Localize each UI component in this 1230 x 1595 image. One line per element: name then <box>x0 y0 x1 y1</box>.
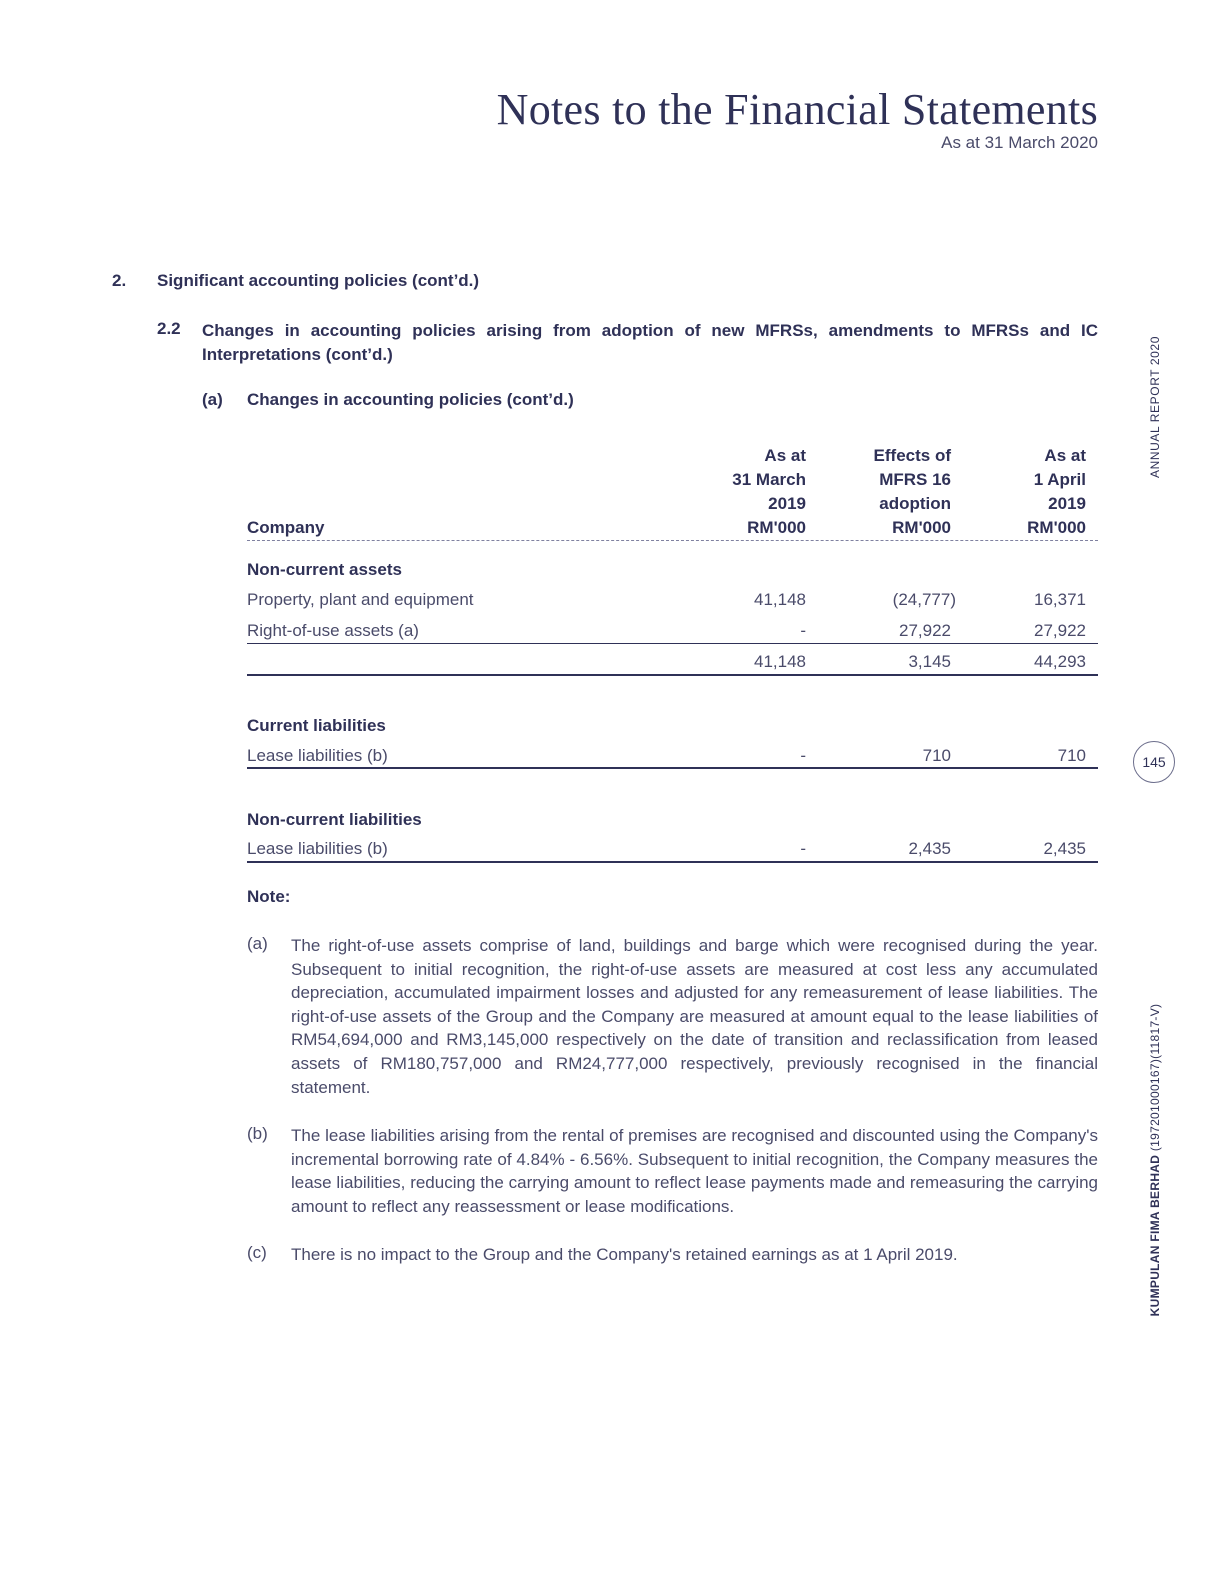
note-index-c: (c) <box>247 1243 267 1262</box>
column-header-as-at-1-april: As at 1 April 2019 RM'000 <box>1027 446 1086 537</box>
cell-ppe-effect: (24,777) <box>892 590 956 609</box>
row-label-lease-noncurrent: Lease liabilities (b) <box>247 839 388 858</box>
page-subtitle: As at 31 March 2020 <box>941 133 1098 152</box>
row-label-rou: Right-of-use assets (a) <box>247 621 419 640</box>
company-label: Company <box>247 518 325 537</box>
cell-rou-2019: - <box>800 621 806 640</box>
row-label-ppe: Property, plant and equipment <box>247 590 474 609</box>
item-number: (a) <box>202 390 223 409</box>
cell-ppe-2019: 41,148 <box>754 590 806 609</box>
note-index-a: (a) <box>247 934 268 953</box>
note-text-b: The lease liabilities arising from the rental of premises are recognised and discounted using the Company's incremental borrowing rate of 4.84% - 6.56%. Subsequent to initial recognition, the Company measures the lease liabilities, reducing the carrying amount to reflect lease payments made and remeasuring the carrying amount to reflect any reassessment or lease modifications. <box>291 1126 1098 1216</box>
column-header-effects-mfrs16: Effects of MFRS 16 adoption RM'000 <box>873 446 951 537</box>
item-title: Changes in accounting policies (cont’d.) <box>247 390 574 409</box>
cell-total-april: 44,293 <box>1034 652 1086 671</box>
note-label: Note: <box>247 887 291 906</box>
non-current-assets-heading: Non-current assets <box>247 560 402 579</box>
cell-rou-effect: 27,922 <box>899 621 951 640</box>
note-index-b: (b) <box>247 1124 268 1143</box>
row-label-lease-current: Lease liabilities (b) <box>247 746 388 765</box>
cell-lease-noncurrent-effect: 2,435 <box>908 839 951 858</box>
column-header-as-at-31-march: As at 31 March 2019 RM'000 <box>732 446 806 537</box>
cell-total-effect: 3,145 <box>908 652 951 671</box>
current-liabilities-heading: Current liabilities <box>247 716 386 735</box>
cell-lease-current-april: 710 <box>1057 746 1086 765</box>
current-liabilities-divider <box>247 767 1098 769</box>
cell-total-2019: 41,148 <box>754 652 806 671</box>
company-footer <box>1148 1004 1162 1317</box>
cell-lease-current-2019: - <box>800 746 806 765</box>
cell-lease-noncurrent-2019: - <box>800 839 806 858</box>
page-number: 145 <box>1133 741 1175 783</box>
cell-rou-april: 27,922 <box>1034 621 1086 640</box>
header-divider <box>247 540 1098 541</box>
note-text-a: The right-of-use assets comprise of land, buildings and barge which were recognised during the year. Subsequent to initial recognition, the right-of-use assets are measured at cost less any accumulated depreciation, accumulated impairment losses and adjusted for any remeasurement of lease liabilities. The right-of-use assets of the Group and the Company are measured at amount equal to the lease liabilities of RM54,694,000 and RM3,145,000 respectively on the date of transition and reclassification from leased assets of RM180,757,000 and RM24,777,000 respectively, previously recognised in the financial statement. <box>291 936 1098 1097</box>
non-current-liabilities-divider <box>247 861 1098 863</box>
section-number: 2. <box>112 271 127 290</box>
page-title: Notes to the Financial Statements <box>496 85 1098 134</box>
subsection-title: Changes in accounting policies arising from adoption of new MFRSs, amendments to MFRSs and IC Interpretations (cont’d.) <box>202 321 1098 364</box>
subsection-number: 2.2 <box>157 319 181 338</box>
company-registration: (197201000167)(11817-V) <box>1148 1003 1162 1152</box>
company-name: KUMPULAN FIMA BERHAD <box>1148 1154 1162 1317</box>
cell-lease-current-effect: 710 <box>922 746 951 765</box>
transition-table <box>247 0 1098 870</box>
section-title: Significant accounting policies (cont’d.) <box>157 271 480 290</box>
non-current-liabilities-heading: Non-current liabilities <box>247 810 422 829</box>
annual-report-label: ANNUAL REPORT 2020 <box>1148 336 1162 478</box>
cell-lease-noncurrent-april: 2,435 <box>1043 839 1086 858</box>
total-divider <box>247 674 1098 676</box>
cell-ppe-april: 16,371 <box>1034 590 1086 609</box>
subtotal-divider <box>247 643 1098 644</box>
note-text-c: There is no impact to the Group and the Company's retained earnings as at 1 April 2019. <box>291 1245 958 1264</box>
